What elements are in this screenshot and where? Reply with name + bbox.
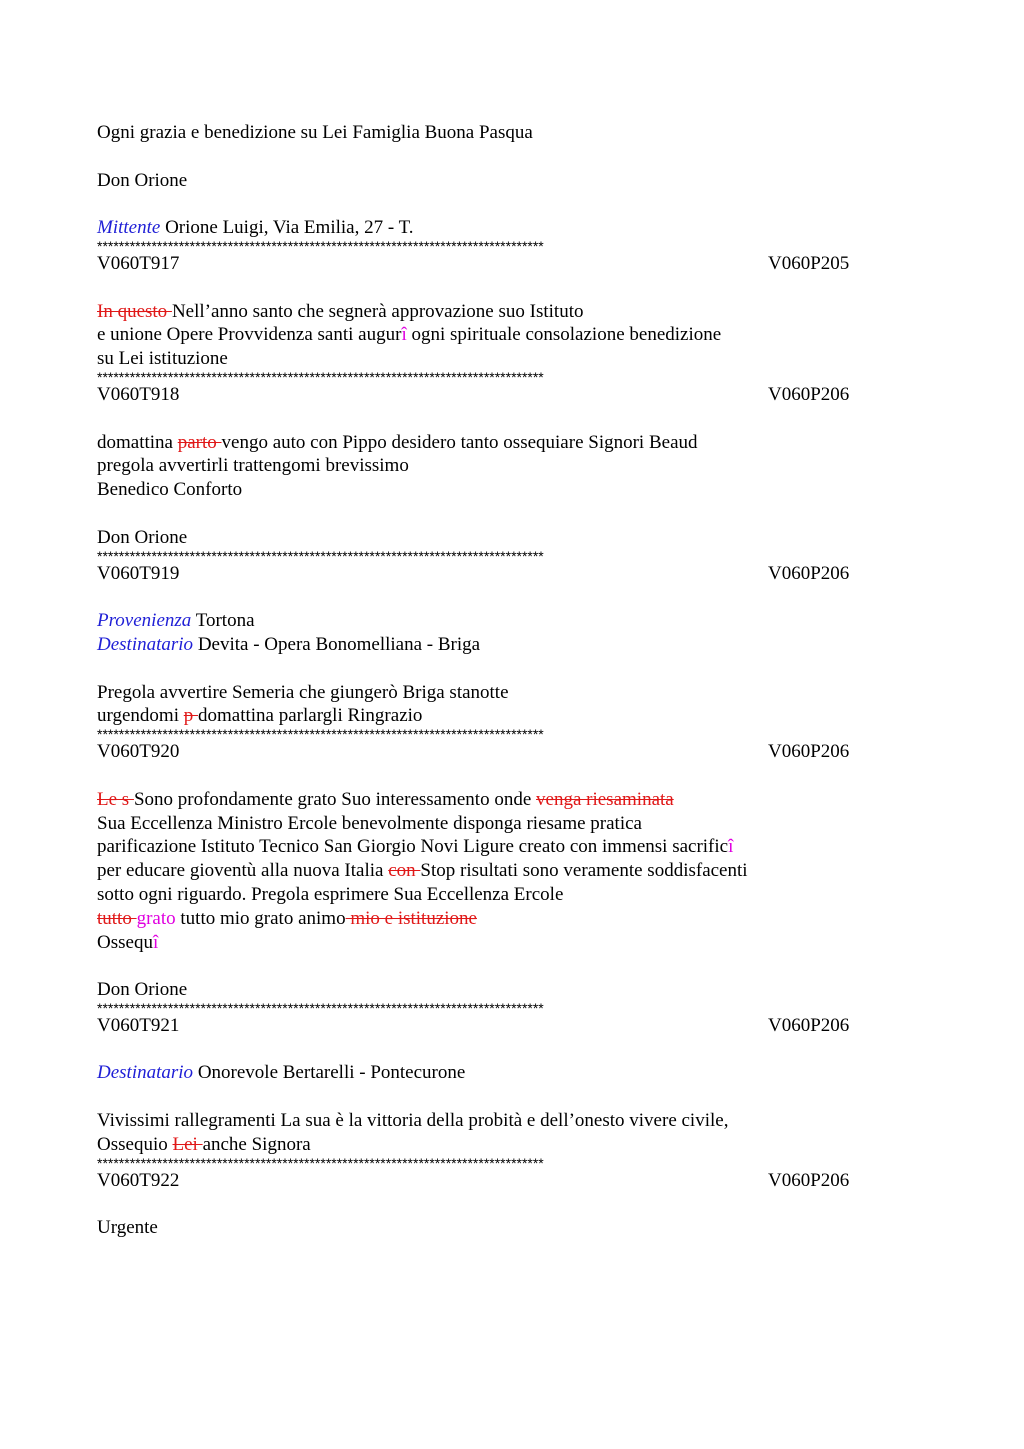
deleted-text: mio e istituzione <box>345 907 477 929</box>
text-span: sotto ogni riguardo. Pregola esprimere Sua Eccellenza Ercole <box>97 883 564 905</box>
record-id: V060T922 <box>97 1169 180 1191</box>
text-span: Benedico Conforto <box>97 479 243 501</box>
text-span: domattina parlargli Ringrazio <box>197 705 423 727</box>
deleted-text: tutto <box>97 907 137 929</box>
text-span: ogni spirituale consolazione benedizione <box>406 324 722 346</box>
text-span: domattina <box>97 431 178 453</box>
page-id: V060P206 <box>768 1169 850 1191</box>
text-span: pregola avvertirli trattengomi brevissimo <box>97 455 409 477</box>
page-id: V060P206 <box>768 562 850 584</box>
text-line <box>97 859 927 883</box>
text-span: Don Orione <box>97 169 188 191</box>
recipient-label: Destinatario <box>97 1062 194 1084</box>
signature <box>97 978 927 1002</box>
recipient-line <box>97 1061 927 1085</box>
inserted-text: î <box>401 324 407 346</box>
text-span: Sono profondamente grato Suo interessamento onde <box>133 788 537 810</box>
origin-label: Provenienza <box>97 610 192 632</box>
text-line <box>97 931 927 955</box>
deleted-text: In questo <box>97 300 172 322</box>
text-span: vengo auto con Pippo desidero tanto ossequiare Signori Beaud <box>221 431 698 453</box>
record-header <box>97 1169 927 1193</box>
record-id: V060T919 <box>97 562 180 584</box>
signature <box>97 526 927 550</box>
text-line <box>97 347 927 371</box>
text-line <box>97 323 927 347</box>
record-id: V060T920 <box>97 741 180 763</box>
text-line <box>97 812 927 836</box>
separator: ********************************************************************************** <box>97 728 544 741</box>
text-line <box>97 681 927 705</box>
separator: ********************************************************************************** <box>97 549 544 562</box>
deleted-text: Lei <box>172 1133 203 1155</box>
page-id: V060P205 <box>768 252 850 274</box>
text-line <box>97 431 927 455</box>
text-line <box>97 300 927 324</box>
text-span: Vivissimi rallegramenti La sua è la vittoria della probità e dell’onesto vivere civile, <box>97 1110 729 1132</box>
text-span: tutto mio grato animo <box>175 907 346 929</box>
text-span: su Lei istituzione <box>97 348 228 370</box>
record-header <box>97 562 927 586</box>
text-line <box>97 788 927 812</box>
text-span: Onorevole Bertarelli - Pontecurone <box>193 1062 466 1084</box>
page-id: V060P206 <box>768 1014 850 1036</box>
record-header <box>97 252 927 276</box>
text-span: Stop risultati sono veramente soddisfacenti <box>420 860 748 882</box>
text-span: Don Orione <box>97 979 188 1001</box>
text-span: Sua Eccellenza Ministro Ercole benevolmente disponga riesame pratica <box>97 812 642 834</box>
signature <box>97 169 927 193</box>
page-id: V060P206 <box>768 383 850 405</box>
text-line <box>97 1216 927 1240</box>
origin-line <box>97 609 927 633</box>
page-id: V060P206 <box>768 741 850 763</box>
inserted-text: î <box>728 836 734 858</box>
separator: ********************************************************************************** <box>97 239 544 252</box>
deleted-text: p <box>183 705 198 727</box>
inserted-text: î <box>152 931 159 953</box>
text-span: Pregola avvertire Semeria che giungerò Briga stanotte <box>97 681 509 703</box>
text-line <box>97 454 927 478</box>
text-span: Urgente <box>97 1217 158 1239</box>
text-line <box>97 704 927 728</box>
text-span: Orione Luigi, Via Emilia, 27 - T. <box>160 217 414 239</box>
text-line <box>97 1133 927 1157</box>
recipient-label: Destinatario <box>97 633 194 655</box>
text-span: Ogni grazia e benedizione su Lei Famiglia Buona Pasqua <box>97 122 533 143</box>
record-header <box>97 1014 927 1038</box>
sender-label: Mittente <box>97 217 161 239</box>
inserted-text: grato <box>136 907 176 929</box>
separator: ********************************************************************************** <box>97 1156 544 1169</box>
text-span: Nell’anno santo che segnerà approvazione suo Istituto <box>171 300 584 322</box>
text-line <box>97 883 927 907</box>
text-span: urgendomi <box>97 705 184 727</box>
record-id: V060T921 <box>97 1014 180 1036</box>
text-span: Don Orione <box>97 526 188 548</box>
record-header <box>97 383 927 407</box>
text-span: Ossequio <box>97 1133 173 1155</box>
text-span: Devita - Opera Bonomelliana - Briga <box>193 633 481 655</box>
text-span: anche Signora <box>202 1133 311 1155</box>
text-span: Tortona <box>191 610 255 632</box>
record-header <box>97 740 927 764</box>
text-line <box>97 907 927 931</box>
deleted-text: Le s <box>97 788 134 810</box>
text-span: Ossequ <box>97 931 153 953</box>
text-line <box>97 478 927 502</box>
record-id: V060T917 <box>97 252 180 274</box>
greeting-line <box>97 121 927 145</box>
text-span: parificazione Istituto Tecnico San Giorgio Novi Ligure creato con immensi sacrific <box>97 836 729 858</box>
record-id: V060T918 <box>97 383 180 405</box>
deleted-text: parto <box>177 431 222 453</box>
text-span: e unione Opere Provvidenza santi augur <box>97 324 402 346</box>
deleted-text: con <box>388 860 421 882</box>
text-line <box>97 1109 927 1133</box>
recipient-line <box>97 633 927 657</box>
document-page <box>97 121 927 1240</box>
text-line <box>97 835 927 859</box>
text-span: per educare gioventù alla nuova Italia <box>97 860 389 882</box>
deleted-text: venga riesaminata <box>536 788 674 810</box>
separator: ********************************************************************************** <box>97 1001 544 1014</box>
separator: ********************************************************************************** <box>97 370 544 383</box>
sender-line <box>97 216 927 240</box>
